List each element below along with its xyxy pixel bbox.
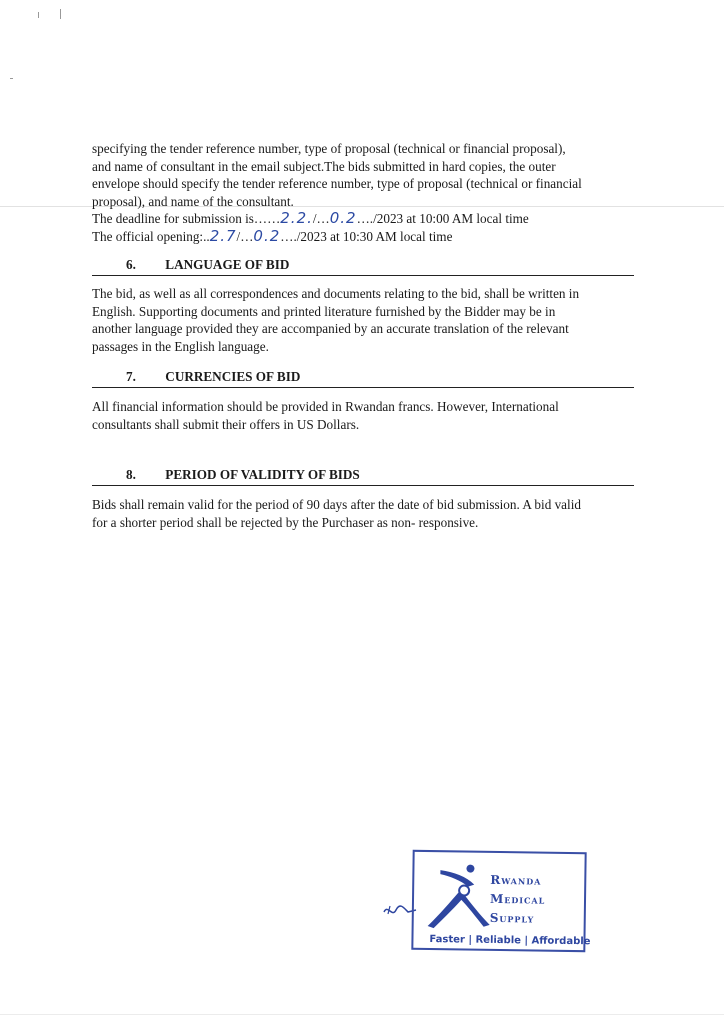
scan-speck (60, 9, 61, 19)
section-heading-language (92, 257, 634, 276)
section-title: LANGUAGE OF BID (165, 257, 290, 272)
stamp-tagline: Faster | Reliable | Affordable (429, 934, 591, 948)
handwritten-deadline-day: 2.2. (280, 209, 313, 227)
section-number: 7. (126, 369, 136, 384)
section-heading-validity (92, 467, 634, 486)
section-number: 6. (126, 257, 136, 272)
body-line: English. Supporting documents and printed literature furnished by the Bidder may be in (92, 303, 556, 319)
intro-line: envelope should specify the tender reference number, type of proposal (technical or financial (92, 176, 582, 191)
stamp-name-line: Supply (489, 910, 535, 926)
body-line: another language provided they are accompanied by an accurate translation of the relevant (92, 321, 569, 336)
intro-line: and name of consultant in the email subject.The bids submitted in hard copies, the outer (92, 158, 556, 174)
handwritten-opening-day: 2.7 (209, 226, 237, 245)
opening-prefix: The official opening:.. (92, 228, 210, 244)
body-line: All financial information should be provided in Rwandan francs. However, International (92, 399, 559, 414)
section-body-validity (92, 496, 632, 531)
body-line: consultants shall submit their offers in US Dollars. (92, 416, 360, 432)
section-body-currencies (92, 398, 632, 433)
deadline-line (92, 210, 632, 228)
body-line: passages in the English language. (92, 338, 269, 354)
section-number: 8. (126, 467, 136, 482)
section-title: PERIOD OF VALIDITY OF BIDS (165, 467, 360, 482)
scan-speck (10, 78, 13, 79)
opening-suffix: …./2023 at 10:30 AM local time (280, 228, 453, 244)
stamp-name-line: Rwanda (490, 872, 542, 888)
intro-line: specifying the tender reference number, type of proposal (technical or financial proposal), (92, 141, 566, 156)
stamp-organization-name (490, 871, 583, 929)
opening-line (92, 228, 632, 246)
deadline-prefix: The deadline for submission is…… (92, 211, 281, 226)
intro-paragraph (92, 140, 632, 245)
body-line: The bid, as well as all correspondences and documents relating to the bid, shall be written in (92, 286, 580, 301)
scan-speck (38, 12, 39, 18)
deadline-suffix: …./2023 at 10:00 AM local time (356, 211, 529, 226)
opening-separator: /… (236, 228, 254, 244)
intro-line: proposal), and name of the consultant. (92, 193, 294, 209)
section-title: CURRENCIES OF BID (165, 369, 301, 384)
body-line: Bids shall remain valid for the period of 90 days after the date of bid submission. A bid valid (92, 497, 581, 512)
deadline-separator: /… (312, 211, 330, 226)
handwritten-deadline-month: 0.2 (329, 209, 357, 227)
stamp-name-line: Medical (489, 891, 546, 907)
scan-fold-line (0, 1014, 724, 1015)
section-heading-currencies (92, 369, 634, 388)
handwritten-opening-month: 0.2 (253, 226, 281, 245)
section-body-language (92, 285, 632, 355)
official-stamp (411, 850, 591, 952)
stamp-logo-icon (420, 858, 495, 933)
body-line: for a shorter period shall be rejected by the Purchaser as non- responsive. (92, 514, 479, 530)
